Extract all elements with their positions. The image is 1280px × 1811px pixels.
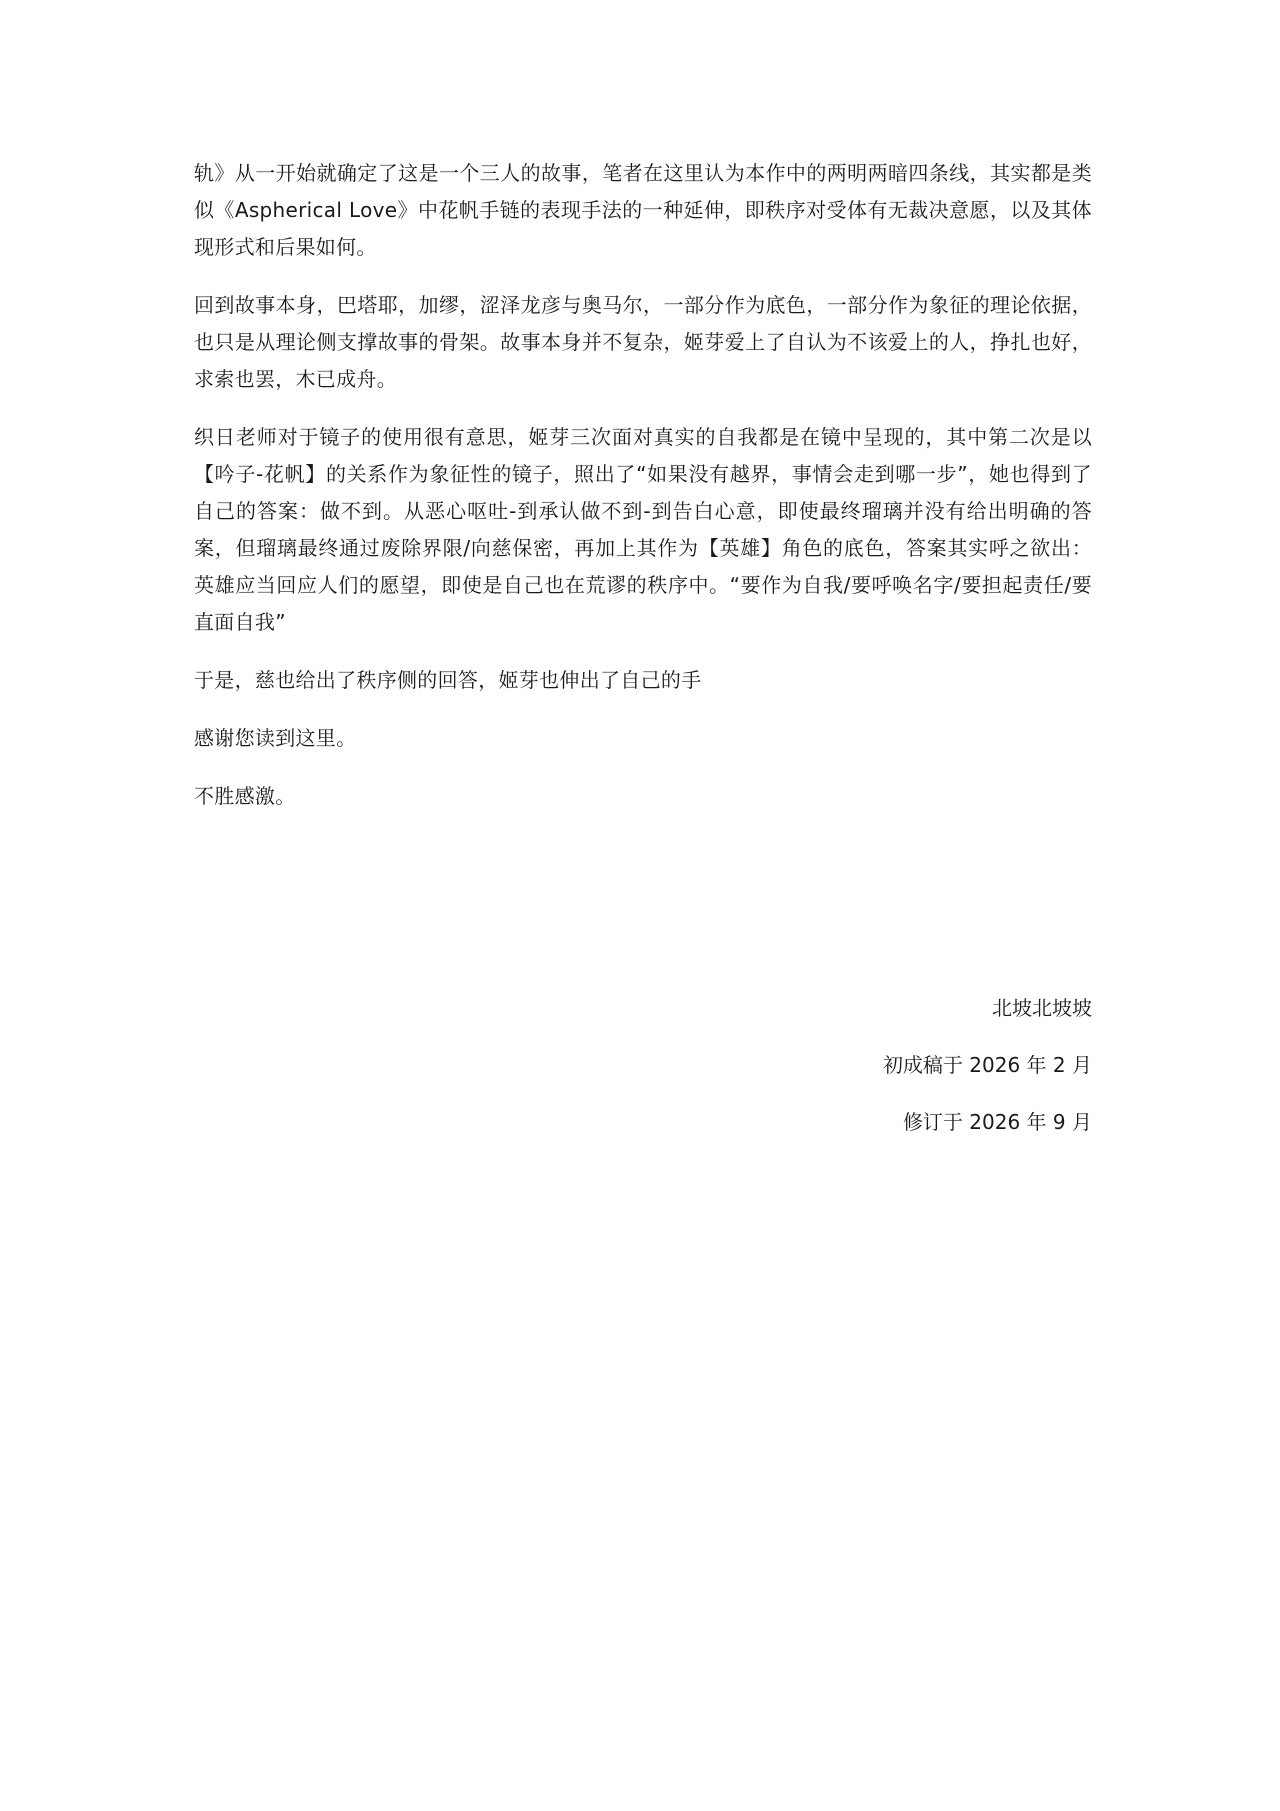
author-name: 北坡北坡坡 xyxy=(992,996,1092,1020)
paragraph: 回到故事本身，巴塔耶，加缪，涩泽龙彦与奥马尔，一部分作为底色，一部分作为象征的理论依据，也只是从理论侧支撑故事的骨架。故事本身并不复杂，姬芽爱上了自认为不该爱上的人，挣扎也好，求索也罢，木已成舟。 xyxy=(194,293,1092,391)
document-body xyxy=(194,155,1092,815)
signature-block xyxy=(194,993,1092,1137)
document-page xyxy=(194,155,1092,1164)
paragraph: 织日老师对于镜子的使用很有意思，姬芽三次面对真实的自我都是在镜中呈现的，其中第二次是以【吟子-花帆】的关系作为象征性的镜子，照出了“如果没有越界，事情会走到哪一步”，她也得到了自己的答案：做不到。从恶心呕吐-到承认做不到-到告白心意，即使最终瑠璃并没有给出明确的答案，但瑠璃最终通过废除界限/向慈保密，再加上其作为【英雄】角色的底色，答案其实呼之欲出：英雄应当回应人们的愿望，即使是自己也在荒谬的秩序中。“要作为自我/要呼唤名字/要担起责任/要直面自我” xyxy=(194,425,1092,634)
first-draft-date: 初成稿于 2026 年 2 月 xyxy=(882,1053,1092,1077)
paragraph: 感谢您读到这里。 xyxy=(194,726,357,750)
paragraph: 于是，慈也给出了秩序侧的回答，姬芽也伸出了自己的手 xyxy=(194,668,702,692)
paragraph: 轨》从一开始就确定了这是一个三人的故事，笔者在这里认为本作中的两明两暗四条线，其实都是类似《Aspherical Love》中花帆手链的表现手法的一种延伸，即秩序对受体有无裁决意愿，以及其体现形式和后果如何。 xyxy=(194,161,1092,259)
revision-date: 修订于 2026 年 9 月 xyxy=(902,1110,1092,1134)
paragraph: 不胜感激。 xyxy=(194,784,296,808)
